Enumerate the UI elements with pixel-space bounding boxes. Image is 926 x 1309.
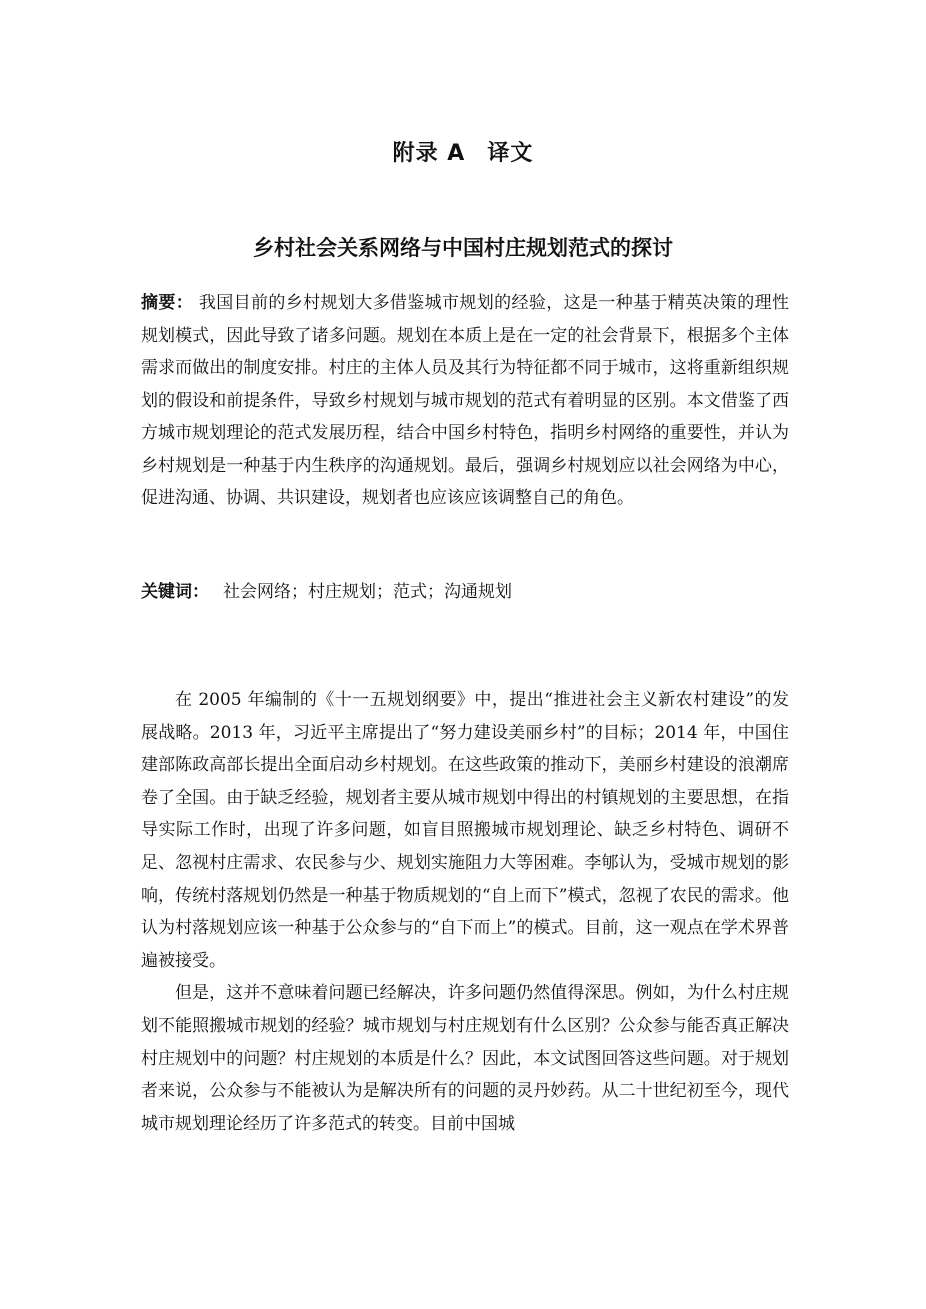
appendix-label: 附录 A (392, 141, 466, 166)
keywords-line (141, 576, 789, 608)
abstract-text: 我国目前的乡村规划大多借鉴城市规划的经验，这是一种基于精英决策的理性规划模式，因此导致了诸多问题。规划在本质上是在一定的社会背景下，根据多个主体需求而做出的制度安排。村庄的主体人员及其行为特征都不同于城市，这将重新组织规划的假设和前提条件，导致乡村规划与城市规划的范式有着明显的区别。本文借鉴了西方城市规划理论的范式发展历程，结合中国乡村特色，指明乡村网络的重要性，并认为乡村规划是一种基于内生秩序的沟通规划。最后，强调乡村规划应以社会网络为中心，促进沟通、协调、共识建设，规划者也应该应该调整自己的角色。 (141, 293, 790, 508)
body-paragraph: 在 2005 年编制的《十一五规划纲要》中，提出“推进社会主义新农村建设”的发展战略。2013 年，习近平主席提出了“努力建设美丽乡村”的目标；2014 年，中国住建部陈政高部长提出全面启动乡村规划。在这些政策的推动下，美丽乡村建设的浪潮席卷了全国。由于缺乏经验，规划者主要从城市规划中得出的村镇规划的主要思想，在指导实际工作时，出现了许多问题，如盲目照搬城市规划理论、缺乏乡村特色、调研不足、忽视村庄需求、农民参与少、规划实施阻力大等困难。李郇认为，受城市规划的影响，传统村落规划仍然是一种基于物质规划的“自上而下”模式，忽视了农民的需求。他认为村落规划应该一种基于公众参与的“自下而上”的模式。目前，这一观点在学术界普遍被接受。 (141, 690, 789, 971)
article-title: 乡村社会关系网络与中国村庄规划范式的探讨 (253, 236, 673, 260)
body-paragraph: 但是，这并不意味着问题已经解决，许多问题仍然值得深思。例如，为什么村庄规划不能照搬城市规划的经验？城市规划与村庄规划有什么区别？公众参与能否真正解决村庄规划中的问题？村庄规划的本质是什么？因此，本文试图回答这些问题。对于规划者来说，公众参与不能被认为是解决所有的问题的灵丹妙药。从二十世纪初至今，现代城市规划理论经历了许多范式的转变。目前中国城 (141, 983, 789, 1134)
keywords-label: 关键词： (141, 582, 209, 602)
abstract-paragraph (141, 287, 789, 515)
appendix-heading (0, 136, 926, 167)
appendix-title: 译文 (487, 141, 534, 166)
body-text (141, 684, 789, 1140)
abstract-label: 摘要： (141, 293, 194, 313)
keywords-text: 社会网络；村庄规划；范式；沟通规划 (223, 582, 512, 602)
